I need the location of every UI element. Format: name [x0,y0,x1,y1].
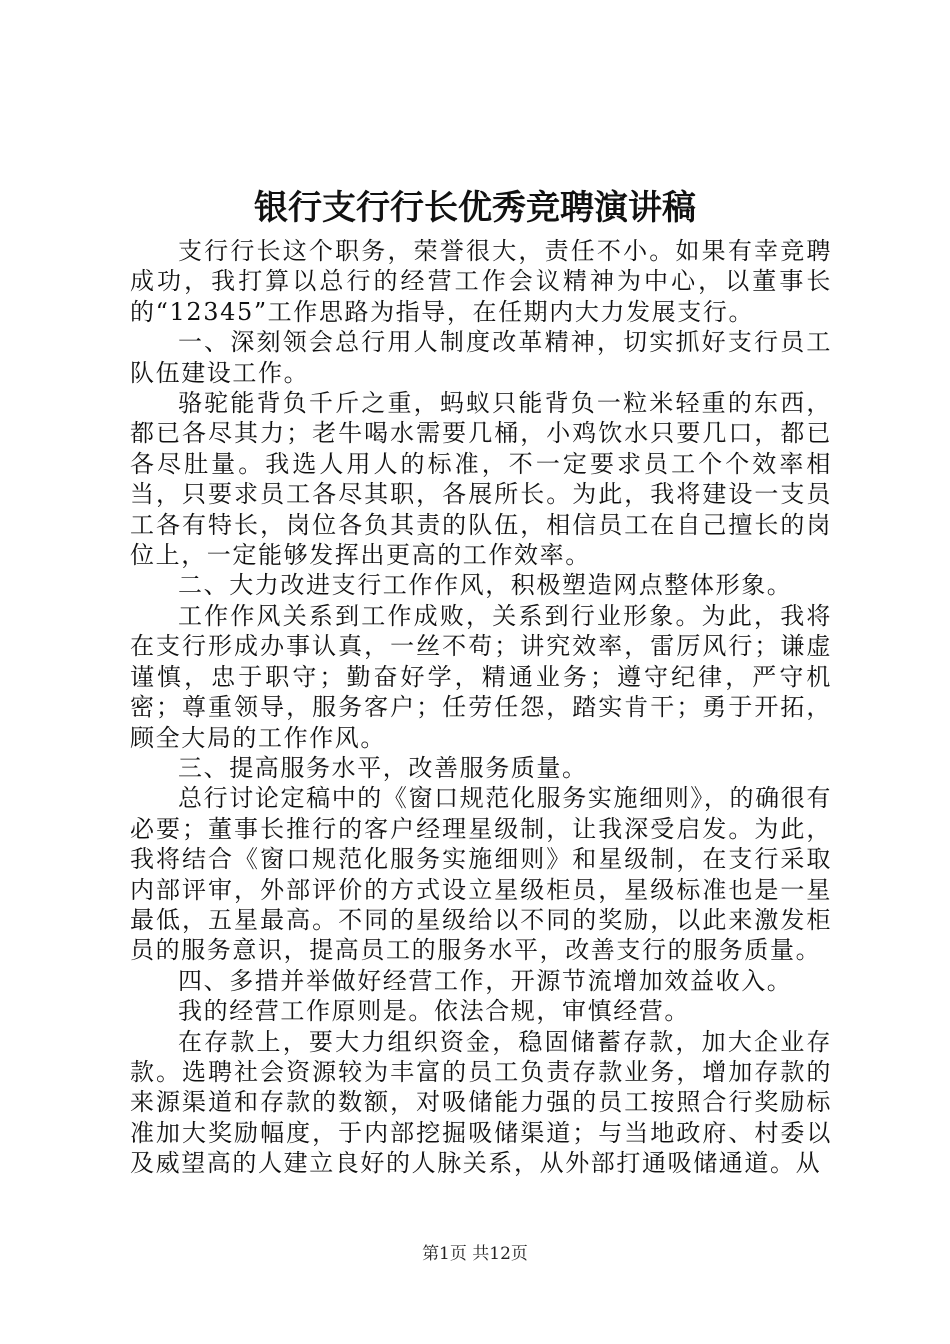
paragraph-principle: 我的经营工作原则是。依法合规，审慎经营。 [178,997,690,1026]
section-heading-3: 三、提高服务水平，改善服务质量。 [178,753,588,782]
section-heading-4: 四、多措并举做好经营工作，开源节流增加效益收入。 [178,966,793,995]
section-heading-2: 二、大力改进支行工作作风，积极塑造网点整体形象。 [178,571,793,600]
paragraph-section-3: 总行讨论定稿中的《窗口规范化服务实施细则》，的确很有必要；董事长推行的客户经理星级制，让我深受启发。为此，我将结合《窗口规范化服务实施细则》和星级制，在支行采取内部评审，外部评价的方式设立星级柜员，星级标准也是一星最低，五星最高。不同的星级给以不同的奖励，以此来激发柜员的服务意识，提高员工的服务水平，改善支行的服务质量。 [130,784,832,965]
paragraph-deposits: 在存款上，要大力组织资金，稳固储蓄存款，加大企业存款。选聘社会资源较为丰富的员工负责存款业务，增加存款的来源渠道和存款的数额，对吸储能力强的员工按照合行奖励标准加大奖励幅度，于内部挖掘吸储渠道；与当地政府、村委以及威望高的人建立良好的人脉关系，从外部打通吸储通道。从 [130,1027,832,1178]
document-body [130,236,832,1179]
paragraph-intro: 支行行长这个职务，荣誉很大，责任不小。如果有幸竞聘成功，我打算以总行的经营工作会议精神为中心，以董事长的“12345”工作思路为指导，在任期内大力发展支行。 [130,237,832,326]
document-title: 银行支行行长优秀竞聘演讲稿 [254,188,696,228]
paragraph-section-2: 工作作风关系到工作成败，关系到行业形象。为此，我将在支行形成办事认真，一丝不苟；讲究效率，雷厉风行；谦虚谨慎，忠于职守；勤奋好学，精通业务；遵守纪律，严守机密；尊重领导，服务客户；任劳任怨，踏实肯干；勇于开拓，顾全大局的工作作风。 [130,601,832,752]
section-heading-1: 一、深刻领会总行用人制度改革精神，切实抓好支行员工队伍建设工作。 [130,328,832,387]
page-footer: 第1页 共12页 [422,1244,528,1264]
paragraph-section-1: 骆驼能背负千斤之重，蚂蚁只能背负一粒米轻重的东西，都已各尽其力；老牛喝水需要几桶，小鸡饮水只要几口，都已各尽肚量。我选人用人的标准，不一定要求员工个个效率相当，只要求员工各尽其职，各展所长。为此，我将建设一支员工各有特长，岗位各负其责的队伍，相信员工在自己擅长的岗位上，一定能够发挥出更高的工作效率。 [130,389,832,570]
